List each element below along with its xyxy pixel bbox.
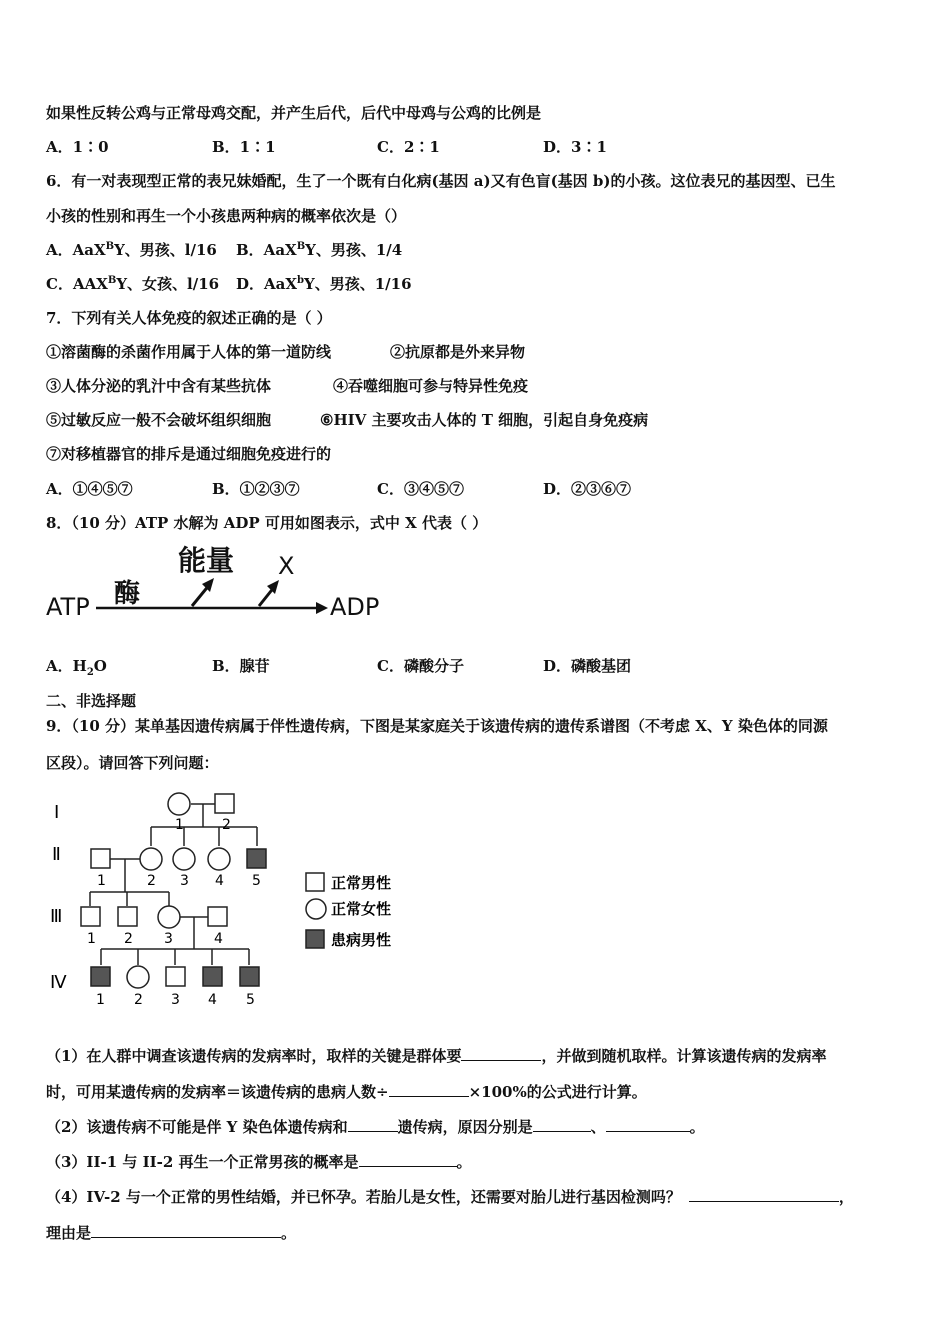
legend-normal-male-label: 正常男性 (331, 874, 392, 892)
gen4-num-5: 5 (246, 992, 255, 1008)
q6-option-b[interactable]: B．AaX$^B$Y、男孩、1/4 (236, 241, 403, 259)
gen4-num-2: 2 (134, 992, 143, 1008)
gen3-female-3 (158, 906, 180, 928)
q7-statement-5: ⑤过敏反应一般不会破坏组织细胞 (46, 411, 272, 429)
gen4-male-3 (166, 967, 185, 986)
legend-affected-male-symbol (306, 930, 324, 948)
q7-statement-1: ①溶菌酶的杀菌作用属于人体的第一道防线 (46, 343, 332, 361)
gen1-num-1: 1 (175, 817, 184, 833)
q7-option-b[interactable]: B．①②③⑦ (212, 480, 300, 498)
q9-part1-line1: （1）在人群中调查该遗传病的发病率时，取样的关键是群体要 ，并做到随机取样。计算该遗传病的发病率 (46, 1047, 827, 1065)
q8-option-b[interactable]: B．腺苷 (212, 657, 270, 675)
q8-option-c[interactable]: C．磷酸分子 (377, 657, 464, 675)
gen3-male-2 (118, 907, 137, 926)
enzyme-label: 酶 (114, 579, 141, 609)
gen2-female-2 (140, 848, 162, 870)
q9-part2-blank-3[interactable] (606, 1116, 690, 1132)
gen3-num-2: 2 (124, 931, 133, 947)
q7-statement-4: ④吞噬细胞可参与特异性免疫 (333, 377, 529, 395)
gen3-male-4 (208, 907, 227, 926)
q9-part3: （3）II-1 与 II-2 再生一个正常男孩的概率是 。 (46, 1153, 472, 1171)
gen4-affected-male-4 (203, 967, 222, 986)
q7-statement-6: ⑥HIV 主要攻击人体的 T 细胞，引起自身免疫病 (320, 411, 649, 429)
gen-label-4: Ⅳ (50, 972, 67, 993)
q5-option-a[interactable]: A．1∶0 (46, 138, 109, 156)
gen4-female-2 (127, 966, 149, 988)
pedigree-chart (44, 785, 414, 1015)
reaction-arrow-head (316, 602, 328, 614)
legend-normal-female-label: 正常女性 (331, 900, 392, 918)
gen4-num-4: 4 (208, 992, 217, 1008)
q7-statement-3: ③人体分泌的乳汁中含有某些抗体 (46, 377, 272, 395)
gen2-num-5: 5 (252, 873, 261, 889)
q5-option-c[interactable]: C．2∶1 (377, 138, 440, 156)
gen-label-3: Ⅲ (50, 906, 63, 927)
q9-part2-blank-2[interactable] (533, 1116, 591, 1132)
q8-option-a[interactable]: A．$H_2O$ (46, 657, 107, 678)
gen1-male-2 (215, 794, 234, 813)
pedigree-lines (90, 804, 257, 965)
q7-statement-7: ⑦对移植器官的排斥是通过细胞免疫进行的 (46, 445, 332, 463)
q9-part4-blank-2[interactable] (91, 1222, 281, 1238)
gen4-affected-male-5 (240, 967, 259, 986)
q9-part1-blank-1[interactable] (461, 1045, 541, 1061)
gen3-num-4: 4 (214, 931, 223, 947)
q6-stem-line2: 小孩的性别和再生一个小孩患两种病的概率依次是（） (46, 207, 407, 225)
q6-option-a[interactable]: A．AaX$^B$Y、男孩、l/16 (46, 241, 217, 259)
gen1-female-1 (168, 793, 190, 815)
energy-label: 能量 (178, 544, 235, 577)
q9-part4-blank-1[interactable] (689, 1186, 839, 1202)
gen2-affected-male-5 (247, 849, 266, 868)
q9-part1-blank-2[interactable] (389, 1081, 469, 1097)
section-heading: 二、非选择题 (46, 692, 137, 710)
q8-stem: 8．（10 分）ATP 水解为 ADP 可用如图表示，式中 X 代表（ ） (46, 514, 488, 532)
adp-label: ADP (330, 593, 380, 621)
q6-stem-line1: 6．有一对表现型正常的表兄妹婚配，生了一个既有白化病(基因 a)又有色盲(基因 b)的小孩。这位表兄的基因型、已生 (46, 172, 836, 190)
q9-stem-line1: 9．（10 分）某单基因遗传病属于伴性遗传病，下图是某家庭关于该遗传病的遗传系谱图（不考虑 X、Y 染色体的同源 (46, 717, 828, 735)
gen-label-1: Ⅰ (54, 802, 60, 823)
x-label: X (278, 552, 295, 580)
q8-option-d[interactable]: D．磷酸基团 (543, 657, 632, 675)
gen3-num-1: 1 (87, 931, 96, 947)
q9-part1-line2: 时，可用某遗传病的发病率＝该遗传病的患病人数÷ ×100%的公式进行计算。 (46, 1083, 647, 1101)
q6-option-d[interactable]: D．AaX$^b$Y、男孩、1/16 (236, 275, 412, 293)
q7-option-c[interactable]: C．③④⑤⑦ (377, 480, 464, 498)
gen2-female-4 (208, 848, 230, 870)
atp-hydrolysis-diagram (44, 540, 384, 630)
gen4-num-1: 1 (96, 992, 105, 1008)
q5-option-b[interactable]: B．1∶1 (212, 138, 276, 156)
gen3-num-3: 3 (164, 931, 173, 947)
gen4-affected-male-1 (91, 967, 110, 986)
gen4-num-3: 3 (171, 992, 180, 1008)
q5-option-d[interactable]: D．3∶1 (543, 138, 607, 156)
legend-affected-male-label: 患病男性 (331, 931, 392, 949)
q9-stem-line2: 区段）。请回答下列问题： (46, 754, 219, 772)
gen2-num-1: 1 (97, 873, 106, 889)
gen2-num-2: 2 (147, 873, 156, 889)
q6-option-c[interactable]: C．$AAX^BY$、女孩、l/16 (46, 275, 220, 293)
q9-part4-line1: （4）IV-2 与一个正常的男性结婚，并已怀孕。若胎儿是女性，还需要对胎儿进行基因检测吗？ ， (46, 1188, 854, 1206)
q7-statement-2: ②抗原都是外来异物 (390, 343, 526, 361)
q9-part2-blank-1[interactable] (348, 1116, 398, 1132)
q9-part3-blank[interactable] (359, 1151, 457, 1167)
legend-normal-male-symbol (306, 873, 324, 891)
atp-label: ATP (46, 593, 90, 621)
gen2-num-4: 4 (215, 873, 224, 889)
gen2-num-3: 3 (180, 873, 189, 889)
legend-normal-female-symbol (306, 899, 326, 919)
gen-label-2: Ⅱ (52, 844, 61, 865)
q7-stem: 7．下列有关人体免疫的叙述正确的是（ ） (46, 309, 332, 327)
q9-part4-line2: 理由是 。 (46, 1224, 297, 1242)
gen1-num-2: 2 (222, 817, 231, 833)
gen3-male-1 (81, 907, 100, 926)
gen2-female-3 (173, 848, 195, 870)
gen2-male-1 (91, 849, 110, 868)
q5-stem: 如果性反转公鸡与正常母鸡交配，并产生后代，后代中母鸡与公鸡的比例是 (46, 104, 542, 122)
q7-option-d[interactable]: D．②③⑥⑦ (543, 480, 632, 498)
q9-part2: （2）该遗传病不可能是伴 Y 染色体遗传病和 遗传病，原因分别是 、 。 (46, 1118, 705, 1136)
q7-option-a[interactable]: A．①④⑤⑦ (46, 480, 133, 498)
